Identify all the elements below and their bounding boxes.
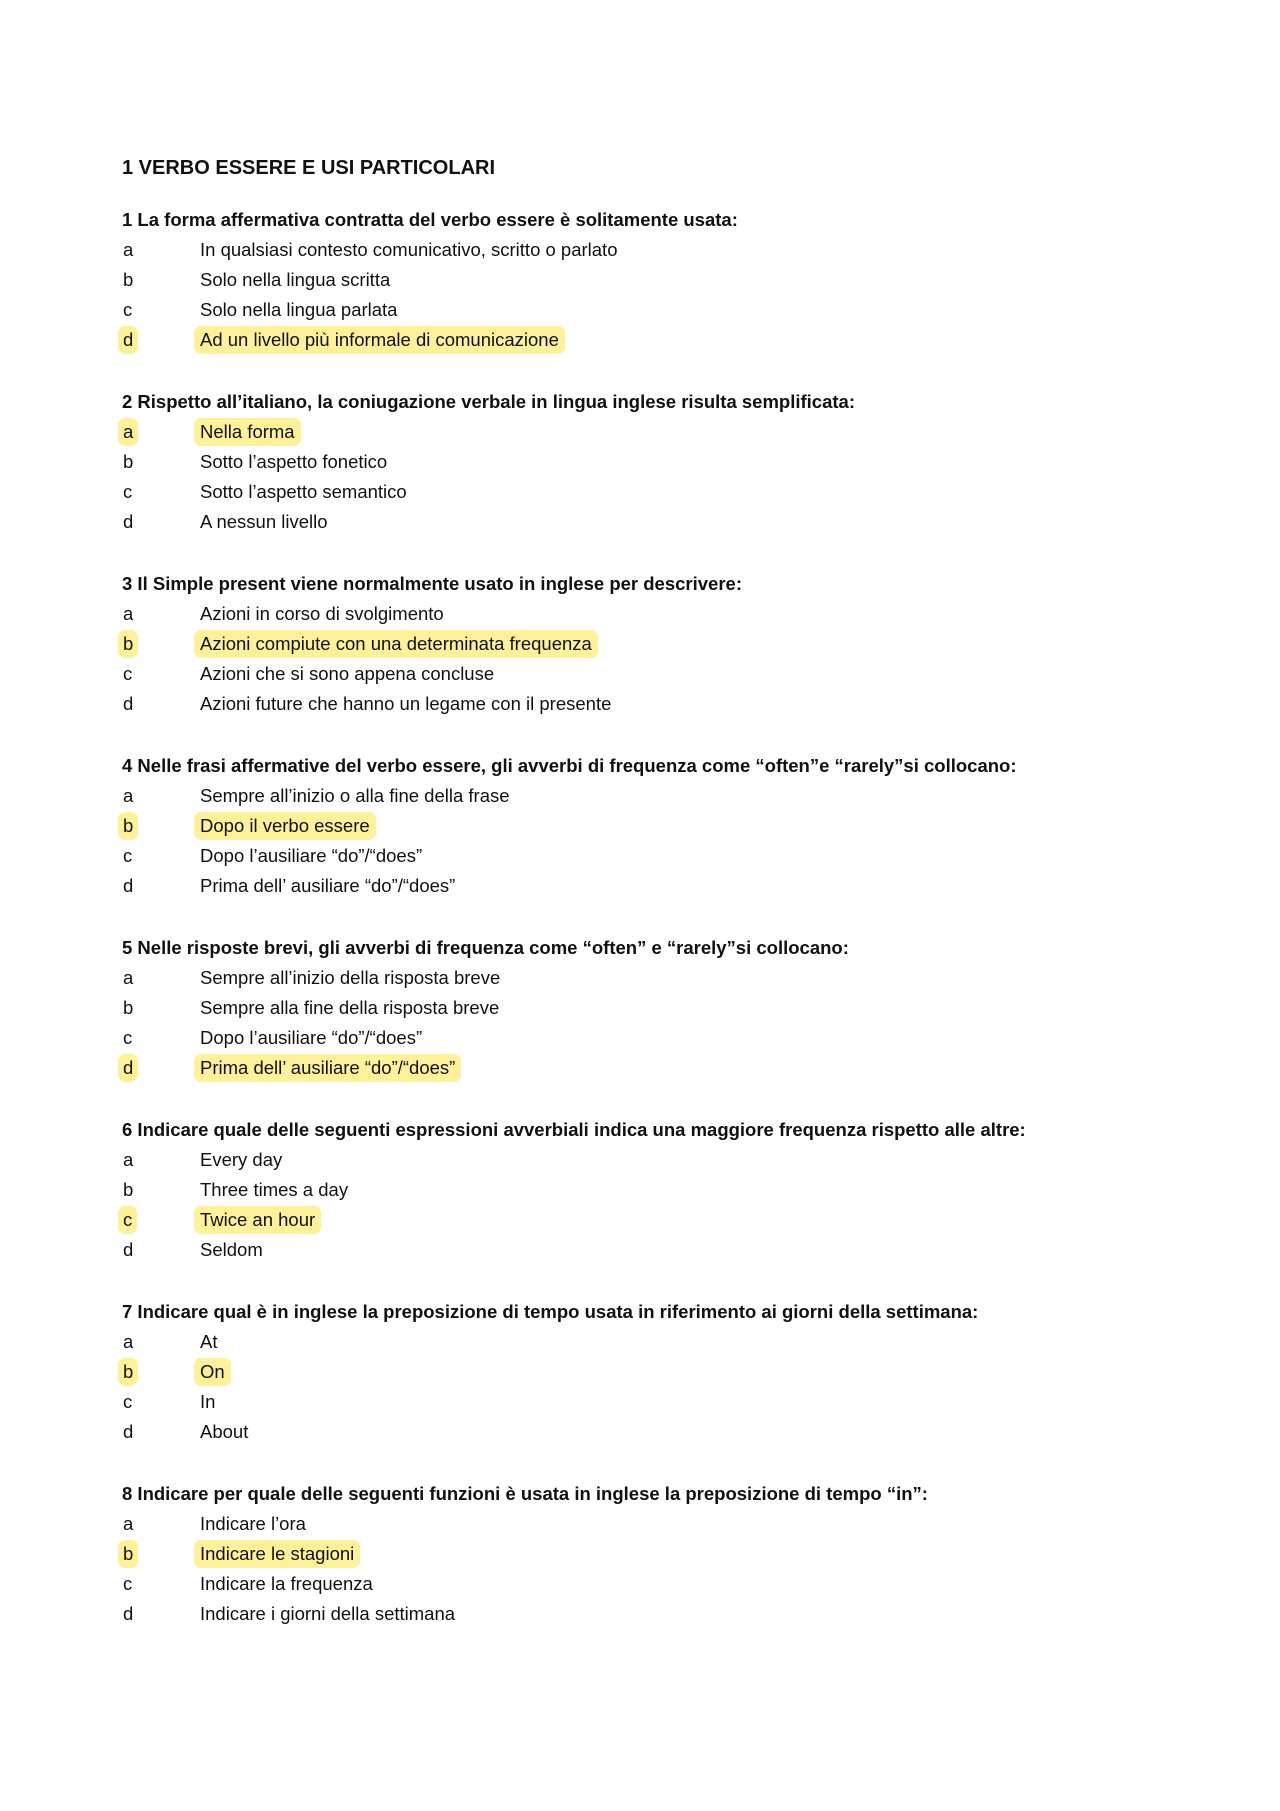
option-text: A nessun livello bbox=[200, 511, 328, 532]
option-letter: c bbox=[118, 1206, 137, 1234]
option-letter: a bbox=[123, 967, 134, 988]
option-text: On bbox=[194, 1358, 231, 1386]
answer-option-c bbox=[0, 1570, 1280, 1598]
option-text: Solo nella lingua parlata bbox=[200, 299, 398, 320]
answer-option-c bbox=[0, 660, 1280, 688]
answer-option-d bbox=[0, 326, 1280, 354]
option-text: Sempre all’inizio o alla fine della frase bbox=[200, 785, 510, 806]
option-text: Sotto l’aspetto semantico bbox=[200, 481, 407, 502]
option-letter: a bbox=[123, 785, 134, 806]
answer-option-b bbox=[0, 994, 1280, 1022]
answer-option-b bbox=[0, 1358, 1280, 1386]
option-letter: d bbox=[123, 693, 134, 714]
option-text: Indicare la frequenza bbox=[200, 1573, 373, 1594]
option-text: Dopo l’ausiliare “do”/“does” bbox=[200, 1027, 423, 1048]
question-prompt: 2 Rispetto all’italiano, la coniugazione verbale in lingua inglese risulta semplificata: bbox=[122, 391, 855, 412]
answer-option-a bbox=[0, 1328, 1280, 1356]
option-text: Dopo l’ausiliare “do”/“does” bbox=[200, 845, 423, 866]
answer-option-c bbox=[0, 1024, 1280, 1052]
option-text: Seldom bbox=[200, 1239, 263, 1260]
answer-option-d bbox=[0, 1236, 1280, 1264]
option-letter: d bbox=[123, 1603, 134, 1624]
answer-option-a bbox=[0, 782, 1280, 810]
question-prompt: 5 Nelle risposte brevi, gli avverbi di frequenza come “often” e “rarely”si collocano: bbox=[122, 937, 849, 958]
option-text: About bbox=[200, 1421, 249, 1442]
option-text: Sempre alla fine della risposta breve bbox=[200, 997, 500, 1018]
answer-option-a bbox=[0, 600, 1280, 628]
option-letter: d bbox=[118, 1054, 138, 1082]
option-letter: b bbox=[118, 1540, 138, 1568]
option-letter: b bbox=[123, 269, 134, 290]
answer-option-d bbox=[0, 872, 1280, 900]
option-letter: a bbox=[118, 418, 138, 446]
option-text: Sempre all’inizio della risposta breve bbox=[200, 967, 501, 988]
option-letter: c bbox=[123, 299, 133, 320]
option-letter: a bbox=[123, 603, 134, 624]
option-letter: d bbox=[123, 1239, 134, 1260]
option-text: Indicare l’ora bbox=[200, 1513, 306, 1534]
option-text: Solo nella lingua scritta bbox=[200, 269, 391, 290]
answer-option-b bbox=[0, 1176, 1280, 1204]
answer-option-b bbox=[0, 630, 1280, 658]
question-prompt: 6 Indicare quale delle seguenti espressioni avverbiali indica una maggiore frequenza rispetto alle altre: bbox=[122, 1119, 1026, 1140]
option-letter: d bbox=[123, 511, 134, 532]
option-text: Azioni che si sono appena concluse bbox=[200, 663, 495, 684]
option-text: Sotto l’aspetto fonetico bbox=[200, 451, 388, 472]
option-text: Ad un livello più informale di comunicazione bbox=[194, 326, 565, 354]
option-text: Indicare le stagioni bbox=[194, 1540, 360, 1568]
answer-option-b bbox=[0, 448, 1280, 476]
option-letter: c bbox=[123, 481, 133, 502]
option-letter: c bbox=[123, 1027, 133, 1048]
option-text: Azioni future che hanno un legame con il presente bbox=[200, 693, 612, 714]
question-prompt: 8 Indicare per quale delle seguenti funzioni è usata in inglese la preposizione di tempo “in”: bbox=[122, 1483, 928, 1504]
option-letter: c bbox=[123, 1391, 133, 1412]
answer-option-a bbox=[0, 964, 1280, 992]
answer-option-d bbox=[0, 1418, 1280, 1446]
answer-option-a bbox=[0, 1146, 1280, 1174]
option-letter: d bbox=[123, 1421, 134, 1442]
answer-option-b bbox=[0, 266, 1280, 294]
answer-option-c bbox=[0, 478, 1280, 506]
option-letter: d bbox=[123, 875, 134, 896]
option-letter: a bbox=[123, 239, 134, 260]
option-letter: a bbox=[123, 1513, 134, 1534]
option-text: In qualsiasi contesto comunicativo, scritto o parlato bbox=[200, 239, 618, 260]
option-letter: b bbox=[123, 997, 134, 1018]
option-text: At bbox=[200, 1331, 218, 1352]
option-letter: b bbox=[118, 1358, 138, 1386]
answer-option-d bbox=[0, 690, 1280, 718]
question-prompt: 4 Nelle frasi affermative del verbo essere, gli avverbi di frequenza come “often”e “rarely”si collocano: bbox=[122, 755, 1017, 776]
option-letter: a bbox=[123, 1149, 134, 1170]
answer-option-c bbox=[0, 1206, 1280, 1234]
answer-option-c bbox=[0, 296, 1280, 324]
option-letter: b bbox=[118, 812, 138, 840]
option-letter: c bbox=[123, 1573, 133, 1594]
option-letter: a bbox=[123, 1331, 134, 1352]
option-text: Azioni in corso di svolgimento bbox=[200, 603, 444, 624]
answer-option-b bbox=[0, 812, 1280, 840]
option-letter: b bbox=[123, 1179, 134, 1200]
option-text: In bbox=[200, 1391, 216, 1412]
option-text: Every day bbox=[200, 1149, 283, 1170]
option-text: Prima dell’ ausiliare “do”/“does” bbox=[200, 875, 456, 896]
option-letter: c bbox=[123, 845, 133, 866]
answer-option-c bbox=[0, 1388, 1280, 1416]
option-text: Azioni compiute con una determinata frequenza bbox=[194, 630, 598, 658]
option-letter: d bbox=[118, 326, 138, 354]
option-text: Nella forma bbox=[194, 418, 301, 446]
answer-option-b bbox=[0, 1540, 1280, 1568]
option-text: Dopo il verbo essere bbox=[194, 812, 376, 840]
option-letter: b bbox=[118, 630, 138, 658]
option-letter: c bbox=[123, 663, 133, 684]
option-text: Three times a day bbox=[200, 1179, 349, 1200]
answer-option-c bbox=[0, 842, 1280, 870]
question-prompt: 1 La forma affermativa contratta del verbo essere è solitamente usata: bbox=[122, 209, 738, 230]
answer-option-a bbox=[0, 418, 1280, 446]
answer-option-d bbox=[0, 508, 1280, 536]
answer-option-d bbox=[0, 1600, 1280, 1628]
answer-option-a bbox=[0, 236, 1280, 264]
question-prompt: 7 Indicare qual è in inglese la preposizione di tempo usata in riferimento ai giorni della settimana: bbox=[122, 1301, 979, 1322]
answer-option-d bbox=[0, 1054, 1280, 1082]
option-text: Indicare i giorni della settimana bbox=[200, 1603, 456, 1624]
document-title: 1 VERBO ESSERE E USI PARTICOLARI bbox=[122, 157, 496, 179]
option-text: Prima dell’ ausiliare “do”/“does” bbox=[194, 1054, 461, 1082]
option-letter: b bbox=[123, 451, 134, 472]
option-text: Twice an hour bbox=[194, 1206, 321, 1234]
answer-option-a bbox=[0, 1510, 1280, 1538]
question-prompt: 3 Il Simple present viene normalmente usato in inglese per descrivere: bbox=[122, 573, 742, 594]
